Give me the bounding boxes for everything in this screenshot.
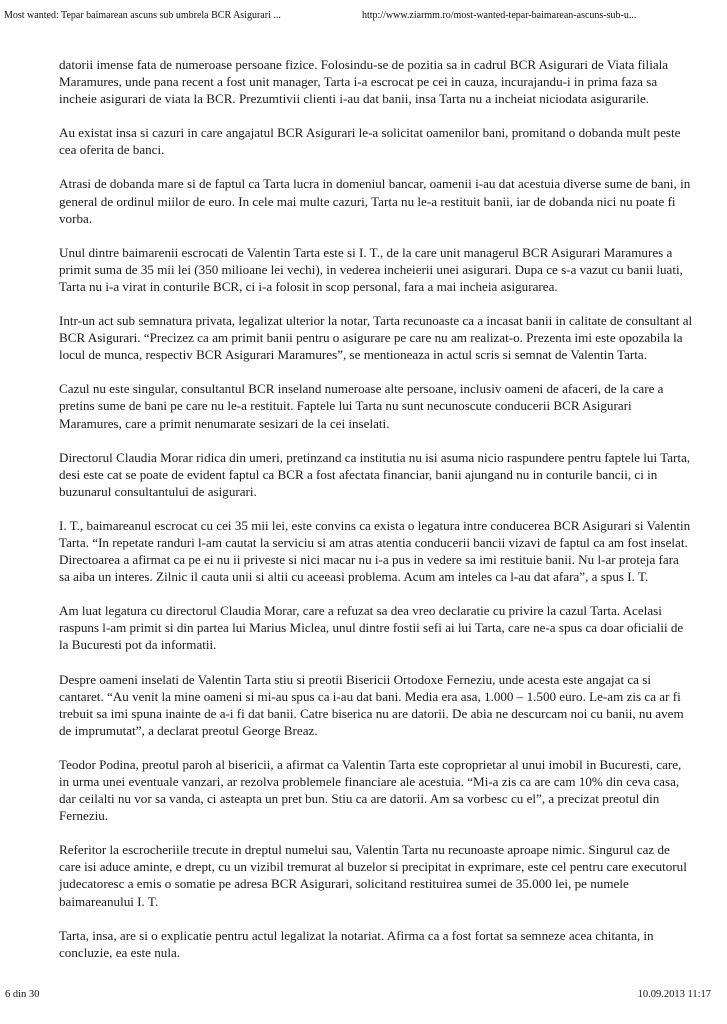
- paragraph: Au existat insa si cazuri in care angajatul BCR Asigurari le-a solicitat oamenilor bani, promitand o dobanda mult peste cea oferita de banci.: [59, 125, 681, 158]
- article-body: [59, 56, 693, 978]
- paragraph: Teodor Podina, preotul paroh al bisericii, a afirmat ca Valentin Tarta este coproprietar al unui imobil in Bucuresti, care, in urma unei eventuale vanzari, ar rezolva problemele financiare ale acestuia. “Mi-a zis ca are cam 10% din ceva casa, dar ceilalti nu vor sa vanda, ci asteapta un pret bun. Stiu ca are datorii. Am sa vorbesc cu el”, a precizat preotul din Ferneziu.: [59, 756, 682, 824]
- paragraph: Tarta, insa, are si o explicatie pentru actul legalizat la notariat. Afirma ca a fost fortat sa semneze acea chitanta, in concluzie, ea este nula.: [59, 927, 654, 960]
- print-timestamp: 10.09.2013 11:17: [637, 989, 711, 1000]
- paragraph: Cazul nu este singular, consultantul BCR inseland numeroase alte persoane, inclusiv oameni de afaceri, de la care a pretins sume de bani pe care nu le-a restituit. Faptele lui Tarta nu sunt necunoscute conducerii BCR Asigurari Maramures, care a primit nenumarate sesizari de la cei inselati.: [59, 381, 664, 431]
- paragraph: Am luat legatura cu directorul Claudia Morar, care a refuzat sa dea vreo declaratie cu privire la cazul Tarta. Acelasi raspuns l-am primit si din partea lui Marius Miclea, unul dintre fostii sefi ai lui Tarta, care ne-a spus ca doar oficialii de la Bucuresti pot da informatii.: [59, 603, 684, 653]
- paragraph: I. T., baimareanul escrocat cu cei 35 mii lei, este convins ca exista o legatura intre conducerea BCR Asigurari si Valentin Tarta. “In repetate randuri l-am cautat la serviciu si am atras atentia conducerii bancii vizavi de faptul ca am fost inselat. Directoarea a afirmat ca pe ei nu ii priveste si nici macar nu i-a pus in vedere sa imi restituie banii. Nu l-ar proteja fara sa aiba un interes. Zilnic il cauta unii si altii cu aceeasi problema. Acum am inteles ca l-au dat afara”, a spus I. T.: [59, 517, 691, 585]
- page-url: http://www.ziarmm.ro/most-wanted-tepar-baimarean-ascuns-sub-u...: [362, 10, 637, 21]
- page-title: Most wanted: Tepar baimarean ascuns sub umbrela BCR Asigurari ...: [4, 10, 281, 21]
- paragraph: datorii imense fata de numeroase persoane fizice. Folosindu-se de pozitia sa in cadrul BCR Asigurari de Viata filiala Maramures, unde pana recent a fost unit manager, Tarta i-a escrocat pe cei in cauza, incurajandu-i in prima faza sa incheie asigurari de viata la BCR. Prezumtivii clienti i-au dat banii, insa Tarta nu a incheiat niciodata asigurarile.: [59, 57, 669, 107]
- paragraph: Atrasi de dobanda mare si de faptul ca Tarta lucra in domeniul bancar, oamenii i-au dat acestuia diverse sume de bani, in general de ordinul miilor de euro. In cele mai multe cazuri, Tarta nu le-a restituit banii, iar de dobanda nici nu poate fi vorba.: [59, 176, 691, 226]
- paragraph: Despre oameni inselati de Valentin Tarta stiu si preotii Bisericii Ortodoxe Ferneziu, unde acesta este angajat ca si cantaret. “Au venit la mine oameni si mi-au spus ca i-au dat bani. Media era asa, 1.000 – 1.500 euro. Le-am zis ca ar fi trebuit sa imi spuna inainte de a-i fi dat banii. Catre biserica nu are datorii. De abia ne descurcam noi cu banii, nu avem de imprumutat”, a declarat preotul George Breaz.: [59, 671, 684, 738]
- paragraph: Unul dintre baimarenii escrocati de Valentin Tarta este si I. T., de la care unit managerul BCR Asigurari Maramures a primit suma de 35 mii lei (350 milioane lei vechi), in vederea incheierii unei asigurari. Dupa ce s-a vazut cu banii luati, Tarta nu i-a virat in conturile BCR, ci i-a folosit in scop personal, fara a mai incheia asigurarea.: [59, 244, 683, 294]
- paragraph: Directorul Claudia Morar ridica din umeri, pretinzand ca institutia nu isi asuma nicio raspundere pentru faptele lui Tarta, desi este cat se poate de evident faptul ca BCR a fost afectata financiar, banii ajungand nu in conturile bancii, ci in buzunarul consultantului de asigurari.: [59, 449, 691, 499]
- paragraph: Intr-un act sub semnatura privata, legalizat ulterior la notar, Tarta recunoaste ca a incasat banii in calitate de consultant al BCR Asigurari. “Precizez ca am primit banii pentru o asigurare pe care nu am realizat-o. Prezenta imi este opozabila la locul de munca, respectiv BCR Asigurari Maramures”, se mentioneaza in actul scris si semnat de Valentin Tarta.: [59, 313, 693, 363]
- paragraph: Referitor la escrocheriile trecute in dreptul numelui sau, Valentin Tarta nu recunoaste aproape nimic. Singurul caz de care isi aduce aminte, e drept, cu un vizibil tremurat al buzelor si precipitat in exprimare, este cel pentru care executorul judecatoresc a emis o somatie pe adresa BCR Asigurari, solicitand restituirea sumei de 35.000 lei, pe numele baimareanului I. T.: [59, 842, 687, 909]
- page-number: 6 din 30: [5, 989, 40, 1000]
